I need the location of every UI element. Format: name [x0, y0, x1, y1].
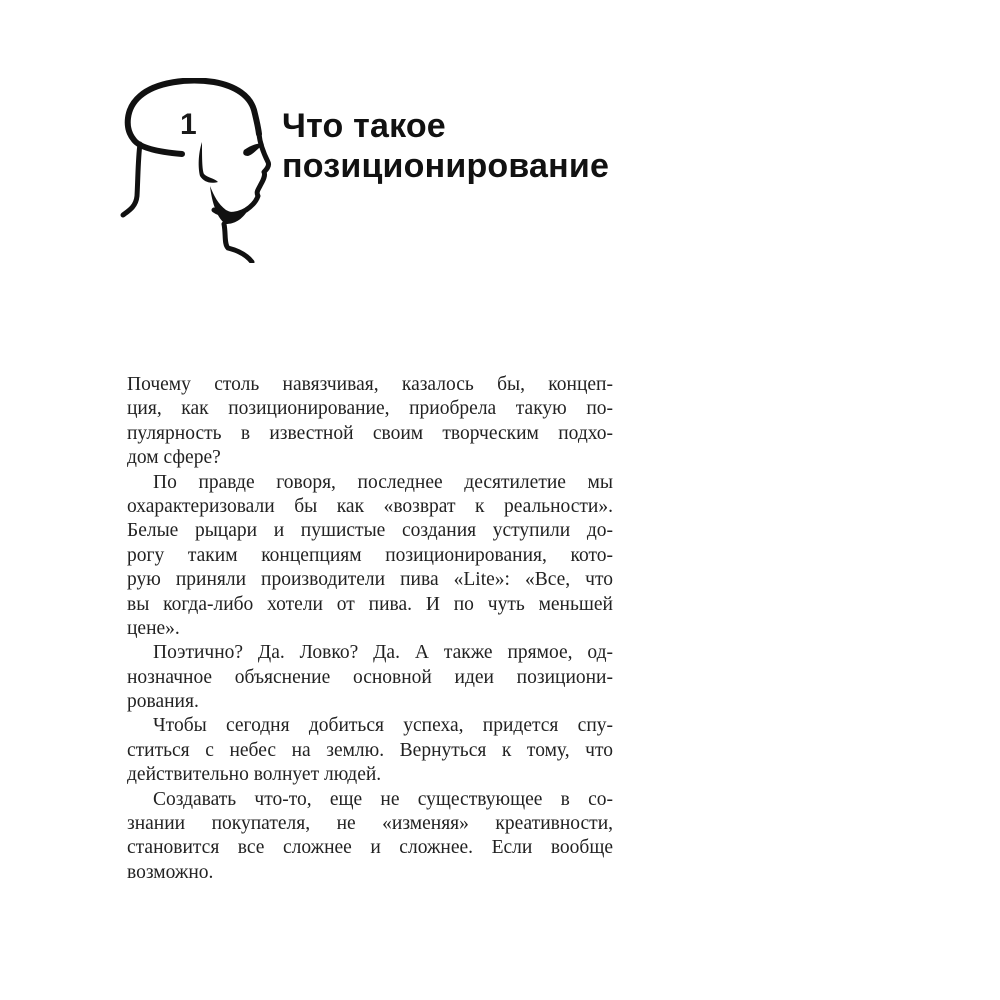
- paragraph: [127, 788, 613, 886]
- text-line: Чтобы сегодня добиться успеха, придется спу-: [153, 715, 613, 737]
- chapter-title: [282, 106, 609, 186]
- text-line: возможно.: [127, 861, 214, 883]
- text-line: нозначное объяснение основной идеи позициони-: [127, 666, 613, 688]
- text-line: Почему столь навязчивая, казалось бы, концеп-: [127, 374, 613, 395]
- text-line: рую приняли производители пива «Lite»: «Все, что: [127, 569, 613, 591]
- text-line: Поэтично? Да. Ловко? Да. А также прямое, од-: [153, 642, 613, 664]
- text-line: действительно волнует людей.: [127, 764, 382, 786]
- text-line: рогу таким концепциям позиционирования, кото-: [127, 544, 613, 566]
- text-line: охарактеризовали бы как «возврат к реальности».: [127, 495, 613, 517]
- text-line: ститься с небес на землю. Вернуться к тому, что: [127, 739, 613, 761]
- paragraph: [127, 471, 613, 642]
- paragraph: [127, 373, 613, 471]
- text-line: По правде говоря, последнее десятилетие мы: [153, 471, 613, 493]
- text-line: вы когда-либо хотели от пива. И по чуть меньшей: [127, 593, 613, 615]
- text-line: становится все сложнее и сложнее. Если вообще: [127, 837, 613, 859]
- text-line: дом сфере?: [127, 447, 221, 469]
- text-line: Белые рыцари и пушистые создания уступили до-: [127, 520, 613, 542]
- text-line: рования.: [127, 691, 199, 713]
- text-line: ция, как позиционирование, приобрела такую по-: [127, 398, 613, 420]
- paragraph: [127, 641, 613, 714]
- body-text: [127, 373, 613, 885]
- text-line: пулярность в известной своим творческим подхо-: [127, 422, 613, 444]
- chapter-title-line: Что такое: [282, 107, 446, 145]
- text-line: цене».: [127, 617, 180, 639]
- text-line: знании покупателя, не «изменяя» креативности,: [127, 813, 613, 835]
- paragraph: [127, 714, 613, 787]
- chapter-number: 1: [180, 108, 197, 141]
- chapter-title-line: позиционирование: [282, 147, 610, 185]
- chapter-header-illustration: [118, 78, 278, 263]
- text-line: Создавать что-то, еще не существующее в со-: [153, 788, 613, 810]
- head-profile-icon: [118, 78, 278, 263]
